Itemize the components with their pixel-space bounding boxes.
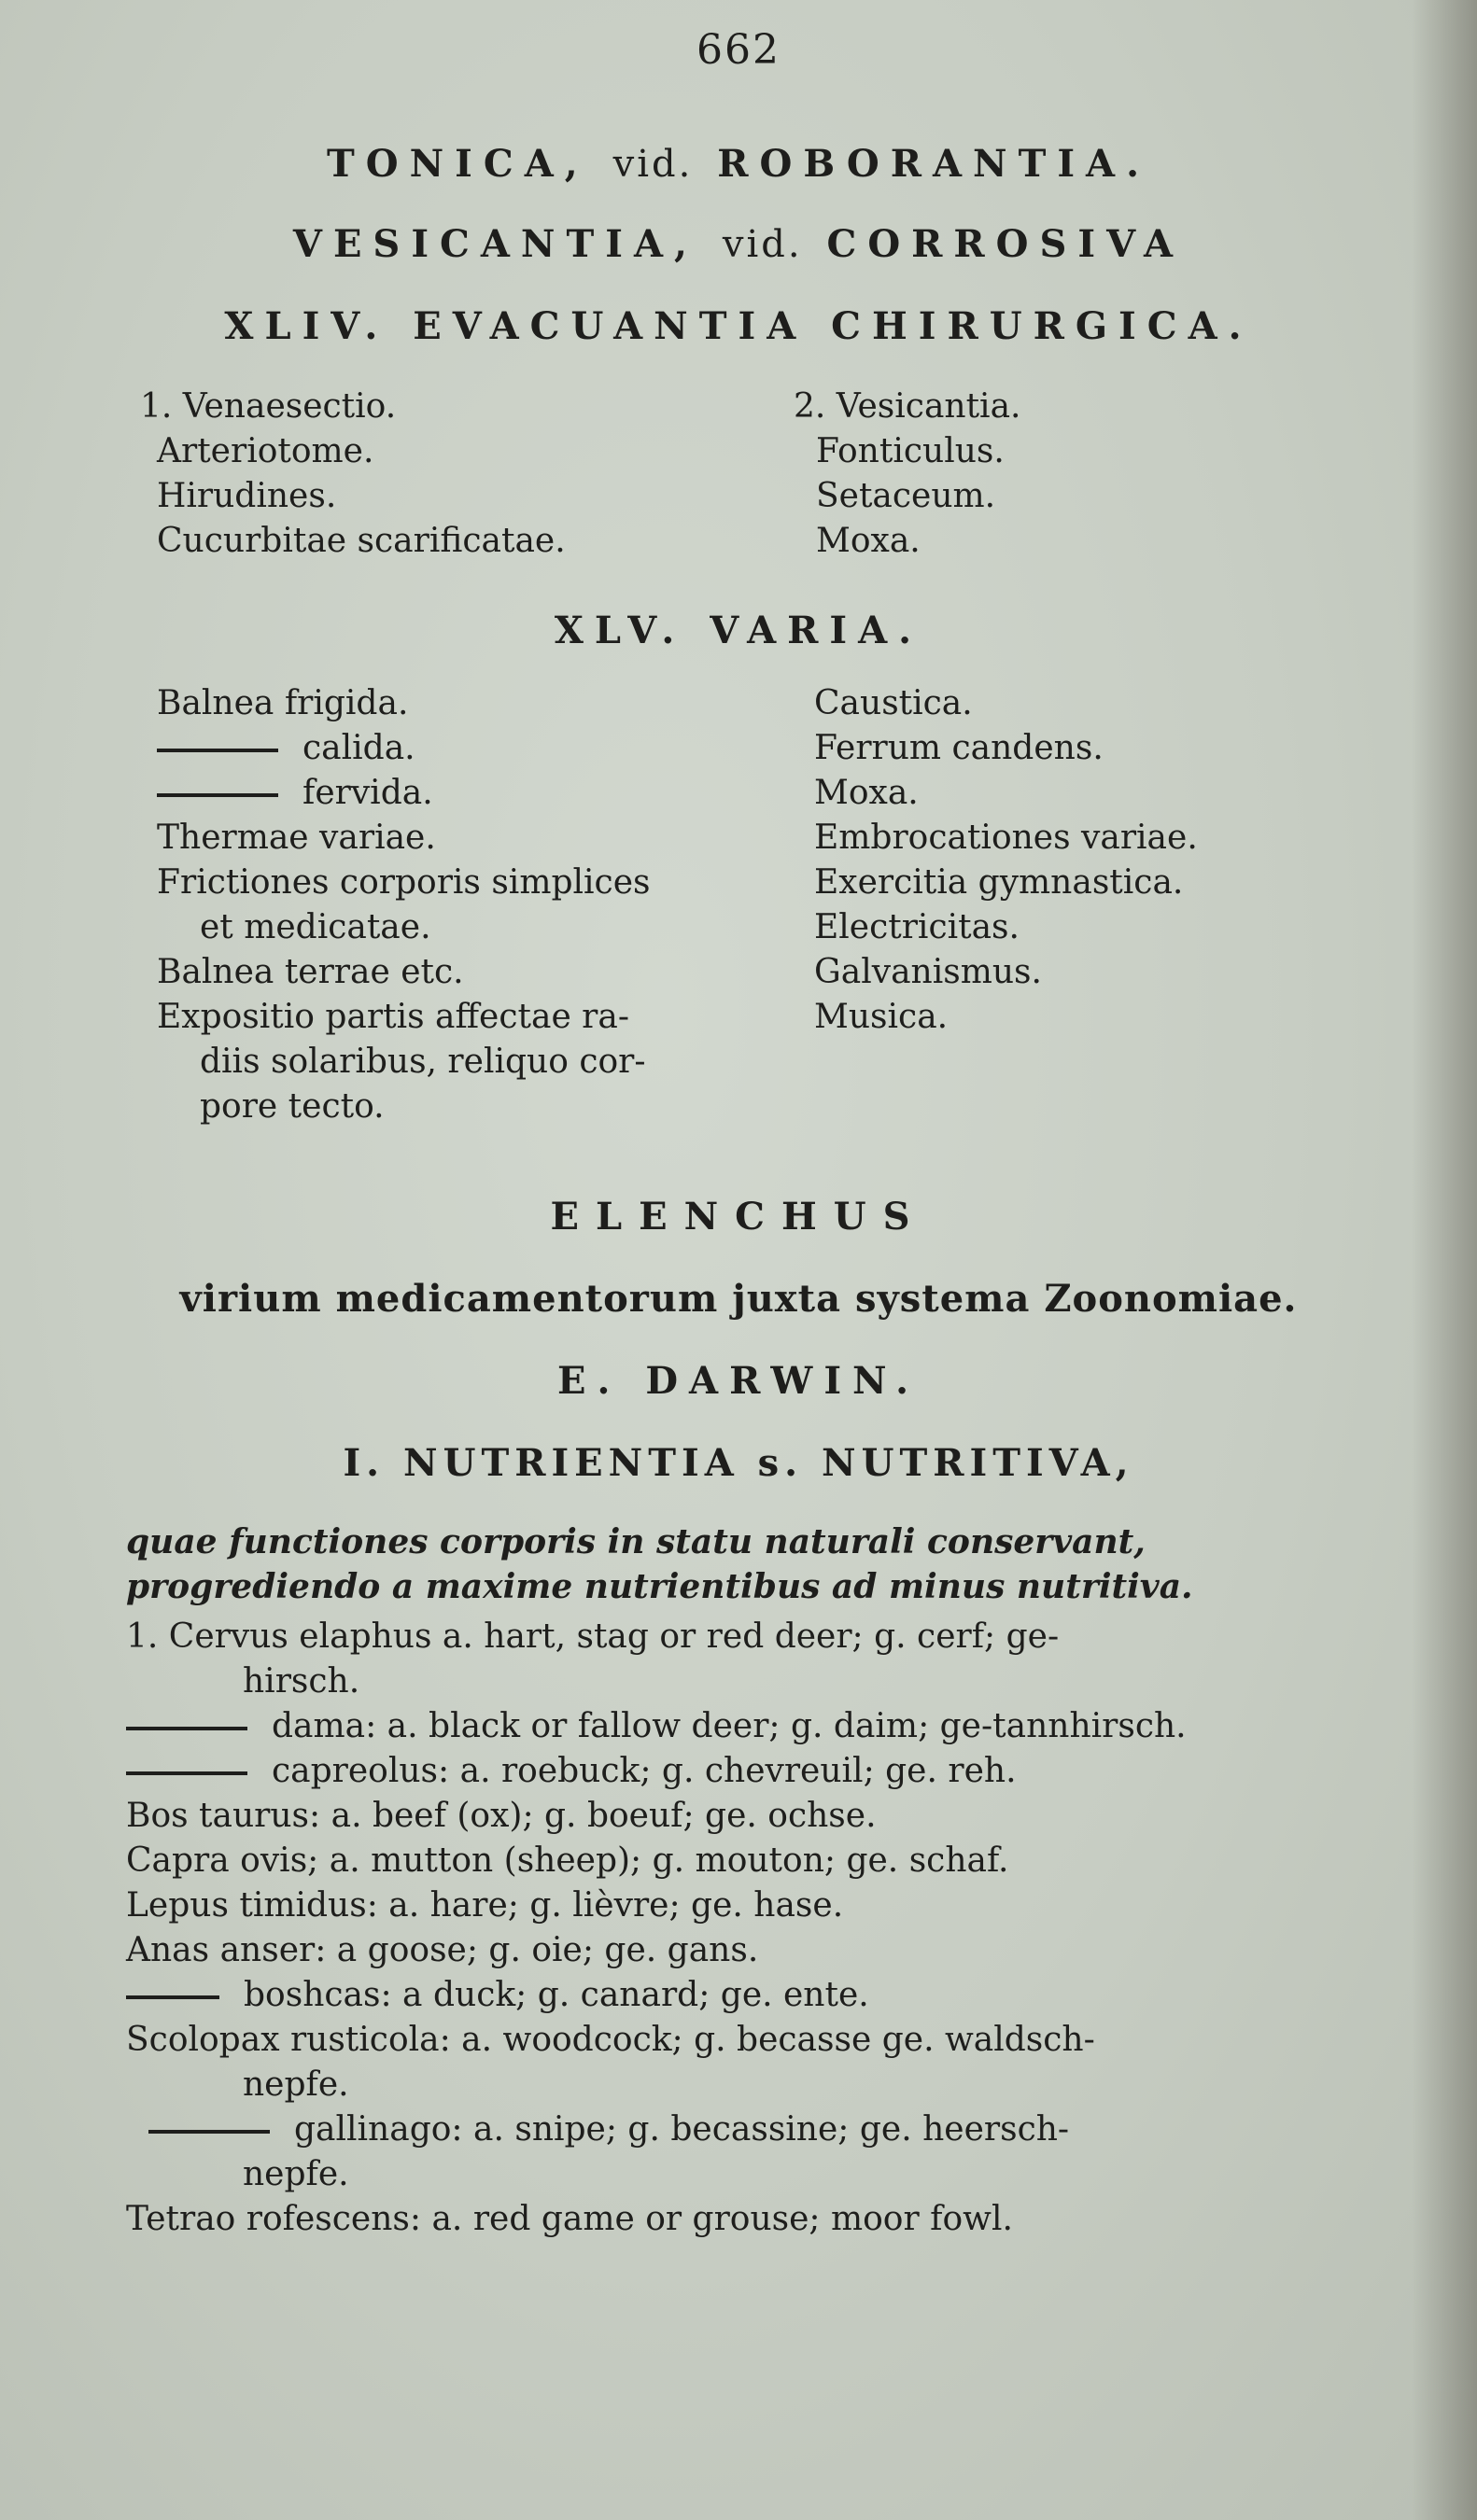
list-item-continuation: et medicatae. (200, 908, 431, 946)
entry-continuation: nepfe. (243, 2155, 349, 2193)
elenchus-subtitle: virium medicamentorum juxta systema Zoonomiae. (179, 1277, 1298, 1321)
entry: Bos taurus: a. beef (ox); g. boeuf; ge. ochse. (126, 1797, 877, 1835)
list-item: Expositio partis affectae ra- (157, 998, 630, 1036)
xlv-left-column (157, 681, 650, 1129)
list-item: Moxa. (816, 522, 921, 560)
ditto-dash (126, 1995, 219, 1999)
ditto-dash (126, 1727, 247, 1730)
entry-continuation: hirsch. (243, 1662, 360, 1701)
nutrientia-entries (126, 1615, 1187, 2242)
intro-line: quae functiones corporis in statu naturali conservant, (126, 1522, 1146, 1561)
entry: 1. Cervus elaphus a. hart, stag or red deer; g. cerf; ge- (126, 1617, 1060, 1656)
ditto-dash (157, 749, 278, 752)
list-item-continuation: pore tecto. (200, 1087, 385, 1126)
elenchus-author: E. DARWIN. (557, 1359, 920, 1403)
list-item: calida. (157, 726, 650, 771)
ditto-dash (126, 1771, 247, 1775)
list-item: Exercitia gymnastica. (814, 863, 1184, 902)
xliv-left-column (140, 385, 566, 564)
list-item: Fonticulus. (816, 432, 1005, 470)
list-item: Electricitas. (814, 908, 1020, 946)
entry: Scolopax rusticola: a. woodcock; g. becasse ge. waldsch- (126, 2021, 1095, 2059)
ditto-dash (157, 793, 278, 797)
section-title-xlv: XLV. VARIA. (554, 609, 923, 652)
list-item: Thermae variae. (157, 819, 436, 857)
heading-vesicantia: VESICANTIA, vid. CORROSIVA (292, 222, 1185, 266)
section-title-xliv: XLIV. EVACUANTIA CHIRURGICA. (224, 304, 1253, 348)
list-item: Frictiones corporis simplices (157, 863, 651, 902)
entry: Anas anser: a goose; g. oie; ge. gans. (126, 1931, 759, 1969)
entry: Tetrao rofescens: a. red game or grouse; moor fowl. (126, 2200, 1013, 2238)
page-edge-shadow (1412, 0, 1477, 2520)
entry: capreolus: a. roebuck; g. chevreuil; ge. reh. (126, 1749, 1187, 1794)
list-item: Cucurbitae scarificatae. (157, 522, 566, 560)
list-item: Galvanismus. (814, 953, 1042, 991)
list-item: fervida. (157, 771, 650, 816)
page-number: 662 (696, 26, 781, 74)
entry: boshcas: a duck; g. canard; ge. ente. (126, 1973, 1187, 2018)
list-item: Arteriotome. (157, 432, 374, 470)
list-item: Balnea frigida. (157, 684, 409, 722)
list-item: 2. Vesicantia. (794, 387, 1021, 426)
entry: gallinago: a. snipe; g. becassine; ge. heersch- (126, 2107, 1187, 2152)
list-item: Caustica. (814, 684, 973, 722)
list-item: Setaceum. (816, 477, 996, 515)
nutrientia-intro (126, 1519, 1396, 1609)
list-item: Moxa. (814, 774, 919, 812)
entry: Capra ovis; a. mutton (sheep); g. mouton; ge. schaf. (126, 1841, 1009, 1880)
list-item: Balnea terrae etc. (157, 953, 464, 991)
list-item: Ferrum candens. (814, 729, 1104, 767)
heading-tonica: TONICA, vid. ROBORANTIA. (326, 142, 1151, 186)
ditto-dash (148, 2130, 270, 2134)
intro-line: progrediendo a maxime nutrientibus ad minus nutritiva. (126, 1567, 1193, 1606)
list-item-continuation: diis solaribus, reliquo cor- (200, 1043, 646, 1081)
list-item: Embrocationes variae. (814, 819, 1198, 857)
entry: Lepus timidus: a. hare; g. lièvre; ge. hase. (126, 1886, 844, 1925)
elenchus-title: ELENCHUS (550, 1195, 927, 1239)
xlv-right-column (814, 681, 1198, 1040)
section-title-nutrientia: I. NUTRIENTIA s. NUTRITIVA, (343, 1441, 1134, 1485)
entry: dama: a. black or fallow deer; g. daim; ge-tannhirsch. (126, 1704, 1187, 1749)
list-item: 1. Venaesectio. (140, 387, 397, 426)
entry-continuation: nepfe. (243, 2065, 349, 2104)
xliv-right-column (794, 385, 1020, 564)
list-item: Hirudines. (157, 477, 337, 515)
list-item: Musica. (814, 998, 949, 1036)
